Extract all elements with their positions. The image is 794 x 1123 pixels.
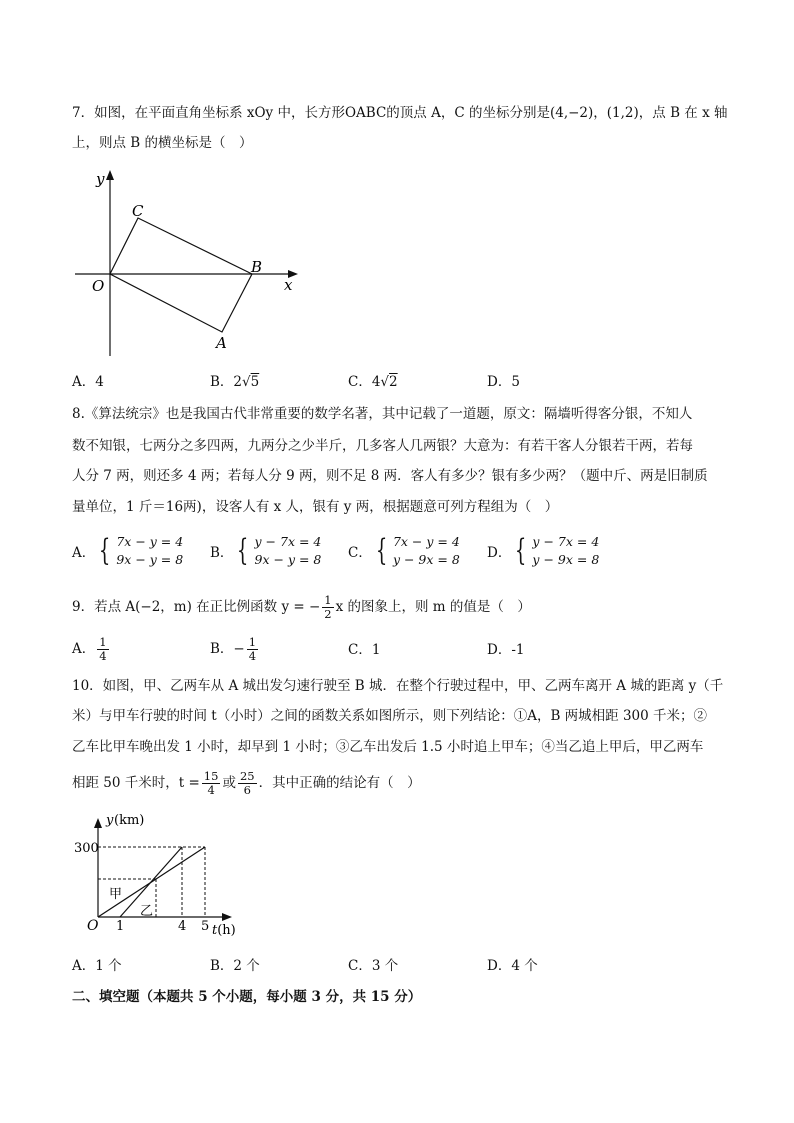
q9-option-b-label: B．−: [210, 641, 245, 657]
q8-option-c: [348, 533, 460, 569]
q7-option-a: A．4: [72, 374, 104, 390]
brace-icon: {: [515, 533, 527, 568]
q8-line-1: 8.《算法统宗》也是我国古代非常重要的数学名著，其中记载了一道题，原文：隔墙听得客分银，不知人: [72, 406, 693, 422]
q7-option-b-radicand: 5: [250, 374, 260, 390]
q10-tick-300: 300: [74, 841, 99, 856]
q7-line-2: 上，则点 B 的横坐标是（ ）: [72, 135, 253, 151]
q8-option-c-eq2: y − 9x = 8: [392, 552, 460, 567]
q10-option-a: A．1 个: [72, 958, 122, 974]
q7-option-c-prefix: C．4: [348, 374, 381, 390]
q10-option-d: D．4 个: [487, 958, 538, 974]
q10-option-c: C．3 个: [348, 958, 399, 974]
q8-option-d: [487, 533, 599, 569]
q9-frac-num: 1: [324, 593, 332, 607]
q8-option-b-eq2: 9x − y = 8: [254, 552, 322, 567]
q7-option-b: [210, 372, 259, 392]
q10-tick-4: 4: [178, 919, 187, 934]
q10-figure: [70, 812, 250, 942]
q8-option-a-eq2: 9x − y = 8: [116, 552, 184, 567]
q10-y-axis-unit: (km): [114, 813, 145, 828]
q9-option-a-label: A．: [72, 641, 96, 657]
q9-option-b-num: 1: [248, 635, 257, 649]
q10-y-axis-label: y: [106, 813, 114, 828]
q10-series-jia-label: 甲: [109, 887, 123, 902]
q8-option-d-label: D．: [487, 545, 512, 561]
q9-stem: [72, 594, 531, 621]
q10-option-b: B．2 个: [210, 958, 260, 974]
q10-f1-den: 4: [207, 783, 215, 797]
q9-option-b: [210, 636, 260, 663]
q10-origin-label: O: [87, 918, 99, 934]
brace-icon: {: [99, 533, 111, 568]
q7-point-B: B: [251, 258, 263, 276]
q9-option-a-fraction: [97, 636, 108, 663]
q7-point-O: O: [92, 277, 105, 295]
q10-f2-num: 25: [239, 769, 255, 783]
q7-option-b-prefix: B．2: [210, 374, 243, 390]
q10-fraction-1: [202, 770, 221, 797]
q9-option-a: [72, 636, 111, 663]
q10-tick-5: 5: [201, 919, 210, 934]
q10-tick-1: 1: [116, 919, 125, 934]
q8-line-2: 数不知银，七两分之多四两，九两分之少半斤，几多客人几两银？大意为：有若干客人分银若干两，若每: [72, 438, 693, 454]
q8-option-a-eq1: 7x − y = 4: [116, 534, 184, 549]
q10-fraction-2: [238, 770, 257, 797]
q9-option-b-fraction: [247, 636, 258, 663]
q10-line-3: 乙车比甲车晚出发 1 小时，却早到 1 小时；③乙车出发后 1.5 小时追上甲车；④当乙追上甲后，甲乙两车: [72, 739, 704, 755]
q9-option-d: D．-1: [487, 642, 525, 658]
q7-option-c: [348, 372, 398, 392]
q9-option-a-num: 1: [99, 635, 107, 649]
q7-figure: [70, 166, 310, 366]
q7-line-1: 7．如图，在平面直角坐标系 xOy 中，长方形OABC的顶点 A，C 的坐标分别是(4,−2)，(1,2)，点 B 在 x 轴: [72, 105, 728, 121]
q10-line-4: [72, 770, 421, 797]
q10-series-yi-label: 乙: [140, 904, 154, 919]
q10-x-axis-label: t(h): [212, 923, 236, 938]
q10-f1-num: 15: [203, 769, 219, 783]
brace-icon: {: [237, 533, 249, 568]
q9-option-a-den: 4: [99, 649, 107, 663]
q8-option-a: [72, 533, 183, 569]
q10-f2-den: 6: [243, 783, 251, 797]
q7-x-axis-label: x: [284, 276, 293, 294]
q9-frac-den: 2: [324, 607, 332, 621]
q9-stem-post: x 的图象上，则 m 的值是（ ）: [335, 599, 531, 615]
q8-option-a-label: A．: [72, 545, 96, 561]
q8-line-3: 人分 7 两，则还多 4 两；若每人分 9 两，则不足 8 两．客人有多少？银有多少两？（题中斤、两是旧制质: [72, 468, 708, 484]
q8-option-c-label: C．: [348, 545, 372, 561]
q8-option-b-label: B．: [210, 545, 234, 561]
sqrt-icon: √: [242, 374, 251, 390]
q8-option-d-eq2: y − 9x = 8: [532, 552, 600, 567]
q10-line-4-post: ．其中正确的结论有（ ）: [258, 775, 421, 791]
brace-icon: {: [375, 533, 388, 568]
q10-line-4-mid: 或: [222, 775, 236, 791]
q9-option-b-den: 4: [248, 649, 257, 663]
q8-option-c-eq1: 7x − y = 4: [392, 534, 460, 549]
q10-line-1: 10．如图，甲、乙两车从 A 城出发匀速行驶至 B 城．在整个行驶过程中，甲、乙两车离开 A 城的距离 y（千: [72, 678, 724, 694]
sqrt-icon: √: [380, 374, 390, 390]
q9-stem-pre: 9．若点 A(−2，m) 在正比例函数 y = −: [72, 599, 321, 615]
q7-option-c-radicand: 2: [389, 374, 398, 390]
q8-option-b-eq1: y − 7x = 4: [254, 534, 322, 549]
q7-option-d: D．5: [487, 374, 520, 390]
q8-option-d-eq1: y − 7x = 4: [532, 534, 600, 549]
q7-point-A: A: [216, 334, 227, 352]
q9-fraction: [322, 594, 333, 621]
q8-line-4: 量单位，1 斤＝16两)，设客人有 x 人，银有 y 两，根据题意可列方程组为（ ）: [72, 499, 559, 515]
q8-option-b: [210, 533, 321, 569]
q7-y-axis-label: y: [96, 170, 105, 188]
q7-point-C: C: [132, 202, 144, 220]
section-2-title: 二、填空题（本题共 5 个小题，每小题 3 分，共 15 分）: [72, 989, 422, 1005]
q9-option-c: C．1: [348, 642, 381, 658]
q10-line-2: 米）与甲车行驶的时间 t（小时）之间的函数关系如图所示，则下列结论：①A，B 两城相距 300 千米；②: [72, 708, 708, 724]
q10-line-4-pre: 相距 50 千米时，t =: [72, 775, 200, 791]
